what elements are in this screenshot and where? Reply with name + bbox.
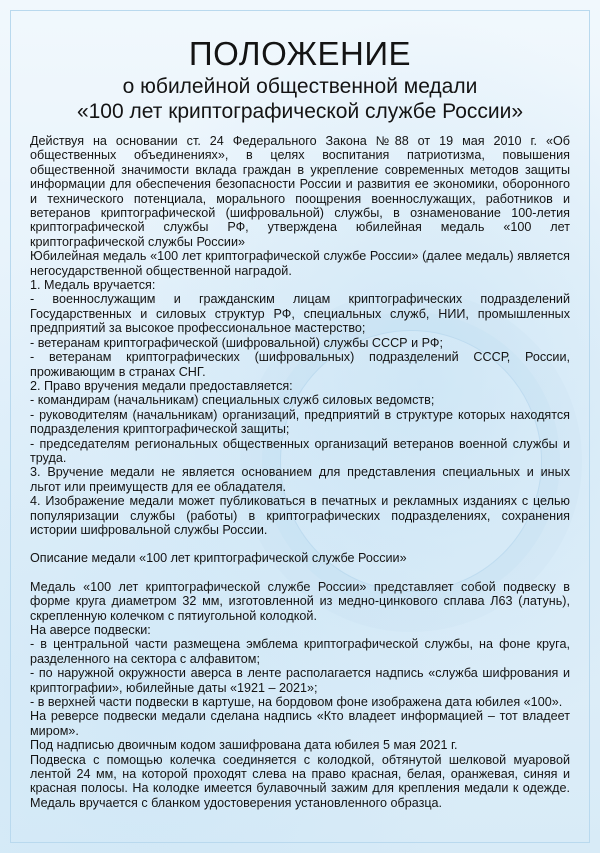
section-2-item: - председателям региональных общественных организаций ветеранов военной службы и труда. bbox=[30, 436, 570, 465]
section-2-heading: 2. Право вручения медали предоставляется: bbox=[30, 378, 293, 393]
section-1-item: - ветеранам криптографической (шифровальной) службы СССР и РФ; bbox=[30, 335, 443, 350]
description-paragraph: На аверсе подвески: bbox=[30, 623, 151, 637]
section-4: 4. Изображение медали может публиковаться в печатных и рекламных изданиях с целью популяризации службы (работы) в криптографических подразделениях, сохранения истории шифровальной службы России. bbox=[30, 494, 570, 537]
description-paragraph: На реверсе подвески медали сделана надпись «Кто владеет информацией – тот владеет миром». bbox=[30, 709, 570, 738]
section-2-item: - командирам (начальникам) специальных служб силовых ведомств; bbox=[30, 393, 435, 408]
section-1-heading: 1. Медаль вручается: bbox=[30, 278, 156, 293]
document-subtitle-line1: о юбилейной общественной медали bbox=[122, 75, 478, 98]
description-paragraph: Подвеска с помощью колечка соединяется с колодкой, обтянутой шелковой муаровой лентой 24 мм, на которой проходят слева на право красная, белая, оранжевая, синяя и красная полосы. На колодке имеется булавочный зажим для крепления медали к одежде. Медаль вручается с бланком удостоверения установленного образца. bbox=[30, 752, 570, 810]
paragraph-preamble: Действуя на основании ст. 24 Федерального Закона №88 от 19 мая 2010 г. «Об общественных объединениях», в целях воспитания патриотизма, повышения общественной значимости вклада граждан в укрепление современных методов защиты информации для обеспечения безопасности России и развития ее экономики, оборонного и технического потенциала, морального поощрения военнослужащих, работников и ветеранов криптографической (шифровальной) службы, в ознаменование 100-летия криптографической службы РФ, утверждена юбилейная медаль «100 лет криптографической службы России» bbox=[30, 134, 570, 249]
document-content bbox=[30, 34, 570, 810]
document-body bbox=[30, 134, 570, 810]
description-paragraph: Под надписью двоичным кодом зашифрована дата юбилея 5 мая 2021 г. bbox=[30, 738, 458, 753]
section-3: 3. Вручение медали не является основанием для представления специальных и иных льгот или преимуществ для ее обладателя. bbox=[30, 465, 570, 494]
section-1-item: - военнослужащим и гражданским лицам криптографических подразделений Государственных и силовых структур РФ, специальных служб, НИИ, промышленных предприятий за высокое профессиональное мастерство; bbox=[30, 292, 570, 336]
description-paragraph: - в центральной части размещена эмблема криптографической службы, на фоне круга, разделенного на сектора с алфавитом; bbox=[30, 637, 570, 666]
description-paragraph: - по наружной окружности аверса в ленте располагается надпись «служба шифрования и криптографии», юбилейные даты «1921 – 2021»; bbox=[30, 666, 570, 695]
description-paragraph: - в верхней части подвески в картуше, на бордовом фоне изображена дата юбилея «100». bbox=[30, 695, 563, 710]
section-1-item: - ветеранам криптографических (шифровальных) подразделений СССР, России, проживающим в странах СНГ. bbox=[30, 350, 570, 379]
document-title: ПОЛОЖЕНИЕ bbox=[188, 35, 412, 72]
document-subtitle-line2: «100 лет криптографической службе России» bbox=[76, 100, 524, 123]
description-paragraph: Медаль «100 лет криптографической службе России» представляет собой подвеску в форме круга диаметром 32 мм, изготовленной из медно-цинкового сплава Л63 (латунь), скрепленную колечком с пятиугольной колодкой. bbox=[30, 579, 570, 623]
section-2-item: - руководителям (начальникам) организаций, предприятий в структуре которых находятся подразделения криптографической защиты; bbox=[30, 407, 570, 437]
paragraph-status: Юбилейная медаль «100 лет криптографической службе России» (далее медаль) является негосударственной общественной наградой. bbox=[30, 249, 570, 278]
description-heading: Описание медали «100 лет криптографической службе России» bbox=[30, 551, 407, 566]
